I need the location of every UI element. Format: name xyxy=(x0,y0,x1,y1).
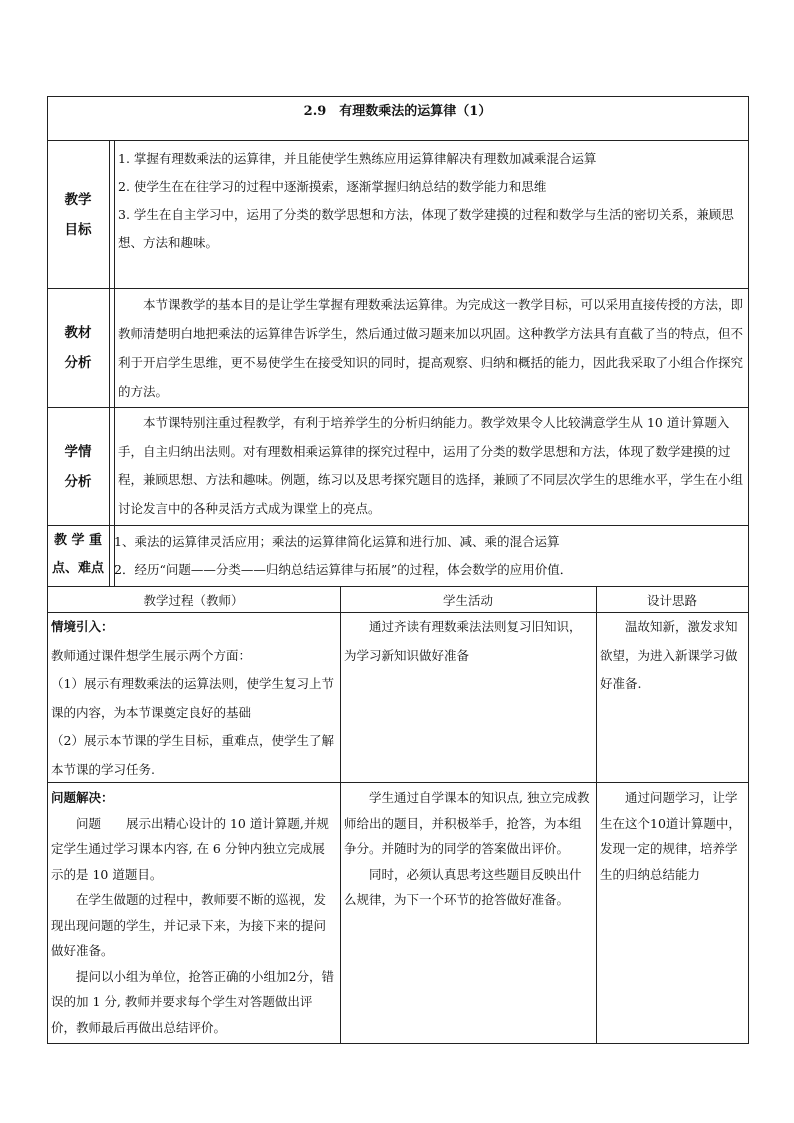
section1-design xyxy=(600,613,745,699)
section1-teacher-line: （2）展示本节课的学生目标，重难点，使学生了解本节课的学习任务. xyxy=(51,733,334,777)
section2-student xyxy=(344,785,592,913)
border-material-bottom xyxy=(47,407,749,408)
situation-label xyxy=(47,437,109,497)
section1-teacher-line: 教师通过课件想学生展示两个方面： xyxy=(51,647,252,663)
border-col-student xyxy=(340,586,341,1044)
focus-label-line1: 教 学 重 xyxy=(53,533,103,548)
focus-label xyxy=(47,527,109,583)
goals-content xyxy=(118,145,744,257)
section2-teacher-line: 在学生做题的过程中，教师要不断的巡视，发现出现问题的学生，并记录下来，为接下来的提问做好准备。 xyxy=(51,892,327,958)
border-situation-bottom xyxy=(47,525,749,526)
goals-label-line2: 目标 xyxy=(64,222,92,238)
section1-title: 情境引入： xyxy=(51,619,114,634)
material-content xyxy=(118,290,744,406)
header-student: 学生活动 xyxy=(442,593,493,608)
section1-student xyxy=(344,613,592,670)
material-text: 本节课教学的基本目的是让学生掌握有理数乘法运算律。为完成这一教学目标，可以采用直接传授的方法，即教师清楚明白地把乘法的运算律告诉学生，然后通过做习题来加以巩固。这种教学方法具有直截了当的特点，但不利于开启学生思维，更不易使学生在接受知识的同时，提高观察、归纳和概括的能力，因此我采取了小组合作探究的方法。 xyxy=(118,297,744,399)
section2-student-line: 学生通过自学课本的知识点, 独立完成教师给出的题目，并积极举手，抢答，为本组争分。并随时为的同学的答案做出评价。 xyxy=(344,790,590,856)
section2-teacher-line: 提问以小组为单位，抢答正确的小组加2分，错误的加 1 分, 教师并要求每个学生对答题做出评价，教师最后再做出总结评价。 xyxy=(51,968,334,1035)
border-bottom xyxy=(47,1043,749,1044)
border-right xyxy=(748,96,749,1044)
border-label-inner xyxy=(114,140,115,586)
section1-teacher-line: （1）展示有理数乘法的运算法则，使学生复习上节课的内容，为本节课奠定良好的基础 xyxy=(51,676,334,720)
page-title: 2.9 有理数乘法的运算律（1） xyxy=(303,104,492,119)
section1-design-text: 温故知新，激发求知欲望，为进入新课学习做好准备. xyxy=(600,619,738,691)
border-title-bottom xyxy=(47,140,749,141)
goals-label-line1: 教学 xyxy=(64,192,92,208)
section1-student-text: 通过齐读有理数乘法法则复习旧知识，为学习新知识做好准备 xyxy=(344,619,582,663)
focus-item: 1、乘法的运算律灵活应用；乘法的运算律简化运算和进行加、减、乘的混合运算 xyxy=(114,534,560,549)
border-label-column xyxy=(109,140,110,586)
material-label xyxy=(47,318,109,378)
section1-teacher xyxy=(51,613,337,784)
header-design: 设计思路 xyxy=(646,593,697,608)
focus-item: 2．经历“问题——分类——归纳总结运算律与拓展”的过程，体会数学的应用价值． xyxy=(114,562,573,577)
border-focus-bottom xyxy=(47,586,749,587)
focus-label-line2: 点、难点 xyxy=(51,561,104,576)
goal-item: 1. 掌握有理数乘法的运算律，并且能使学生熟练应用运算律解决有理数加减乘混合运算 xyxy=(118,151,597,166)
material-label-line2: 分析 xyxy=(64,355,92,371)
border-goals-bottom xyxy=(47,288,749,289)
situation-content xyxy=(118,409,744,523)
section2-design-text: 通过问题学习，让学生在这个10道计算题中，发现一定的规律，培养学生的归纳总结能力 xyxy=(600,790,741,882)
section2-design xyxy=(600,785,745,887)
focus-content xyxy=(114,528,744,584)
section2-teacher-line: 问题 展示出精心设计的 10 道计算题,并规定学生通过学习课本内容, 在 6 分钟内独立完成展示的是 10 道题目。 xyxy=(51,815,329,882)
situation-label-line1: 学情 xyxy=(64,444,92,460)
section2-title: 问题解决： xyxy=(51,790,114,805)
border-top xyxy=(47,96,749,97)
section2-student-line: 同时，必须认真思考这些题目反映出什么规律，为下一个环节的抢答做好准备。 xyxy=(344,866,582,907)
goal-item: 2. 使学生在在往学习的过程中逐渐摸索，逐渐掌握归纳总结的数学能力和思维 xyxy=(118,179,547,194)
header-teacher: 教学过程（教师） xyxy=(143,593,244,608)
border-col-design xyxy=(596,586,597,1044)
goals-label xyxy=(47,185,109,245)
material-label-line1: 教材 xyxy=(64,325,92,341)
situation-text: 本节课特别注重过程教学，有利于培养学生的分析归纳能力。教学效果令人比较满意学生从 10 道计算题入手，自主归纳出法则。对有理数相乘运算律的探究过程中，运用了分类的数学思想和方法，体现了数学建摸的过程，兼顾思想、方法和趣味。例题，练习以及思考探究题目的选择，兼顾了不同层次学生的思维水平，学生在小组讨论发言中的各种灵活方式成为课堂上的亮点。 xyxy=(118,415,744,516)
section2-teacher xyxy=(51,785,337,1040)
situation-label-line2: 分析 xyxy=(64,474,92,490)
goal-item: 3. 学生在自主学习中，运用了分类的数学思想和方法，体现了数学建摸的过程和数学与生活的密切关系，兼顾思想、方法和趣味。 xyxy=(118,207,734,250)
